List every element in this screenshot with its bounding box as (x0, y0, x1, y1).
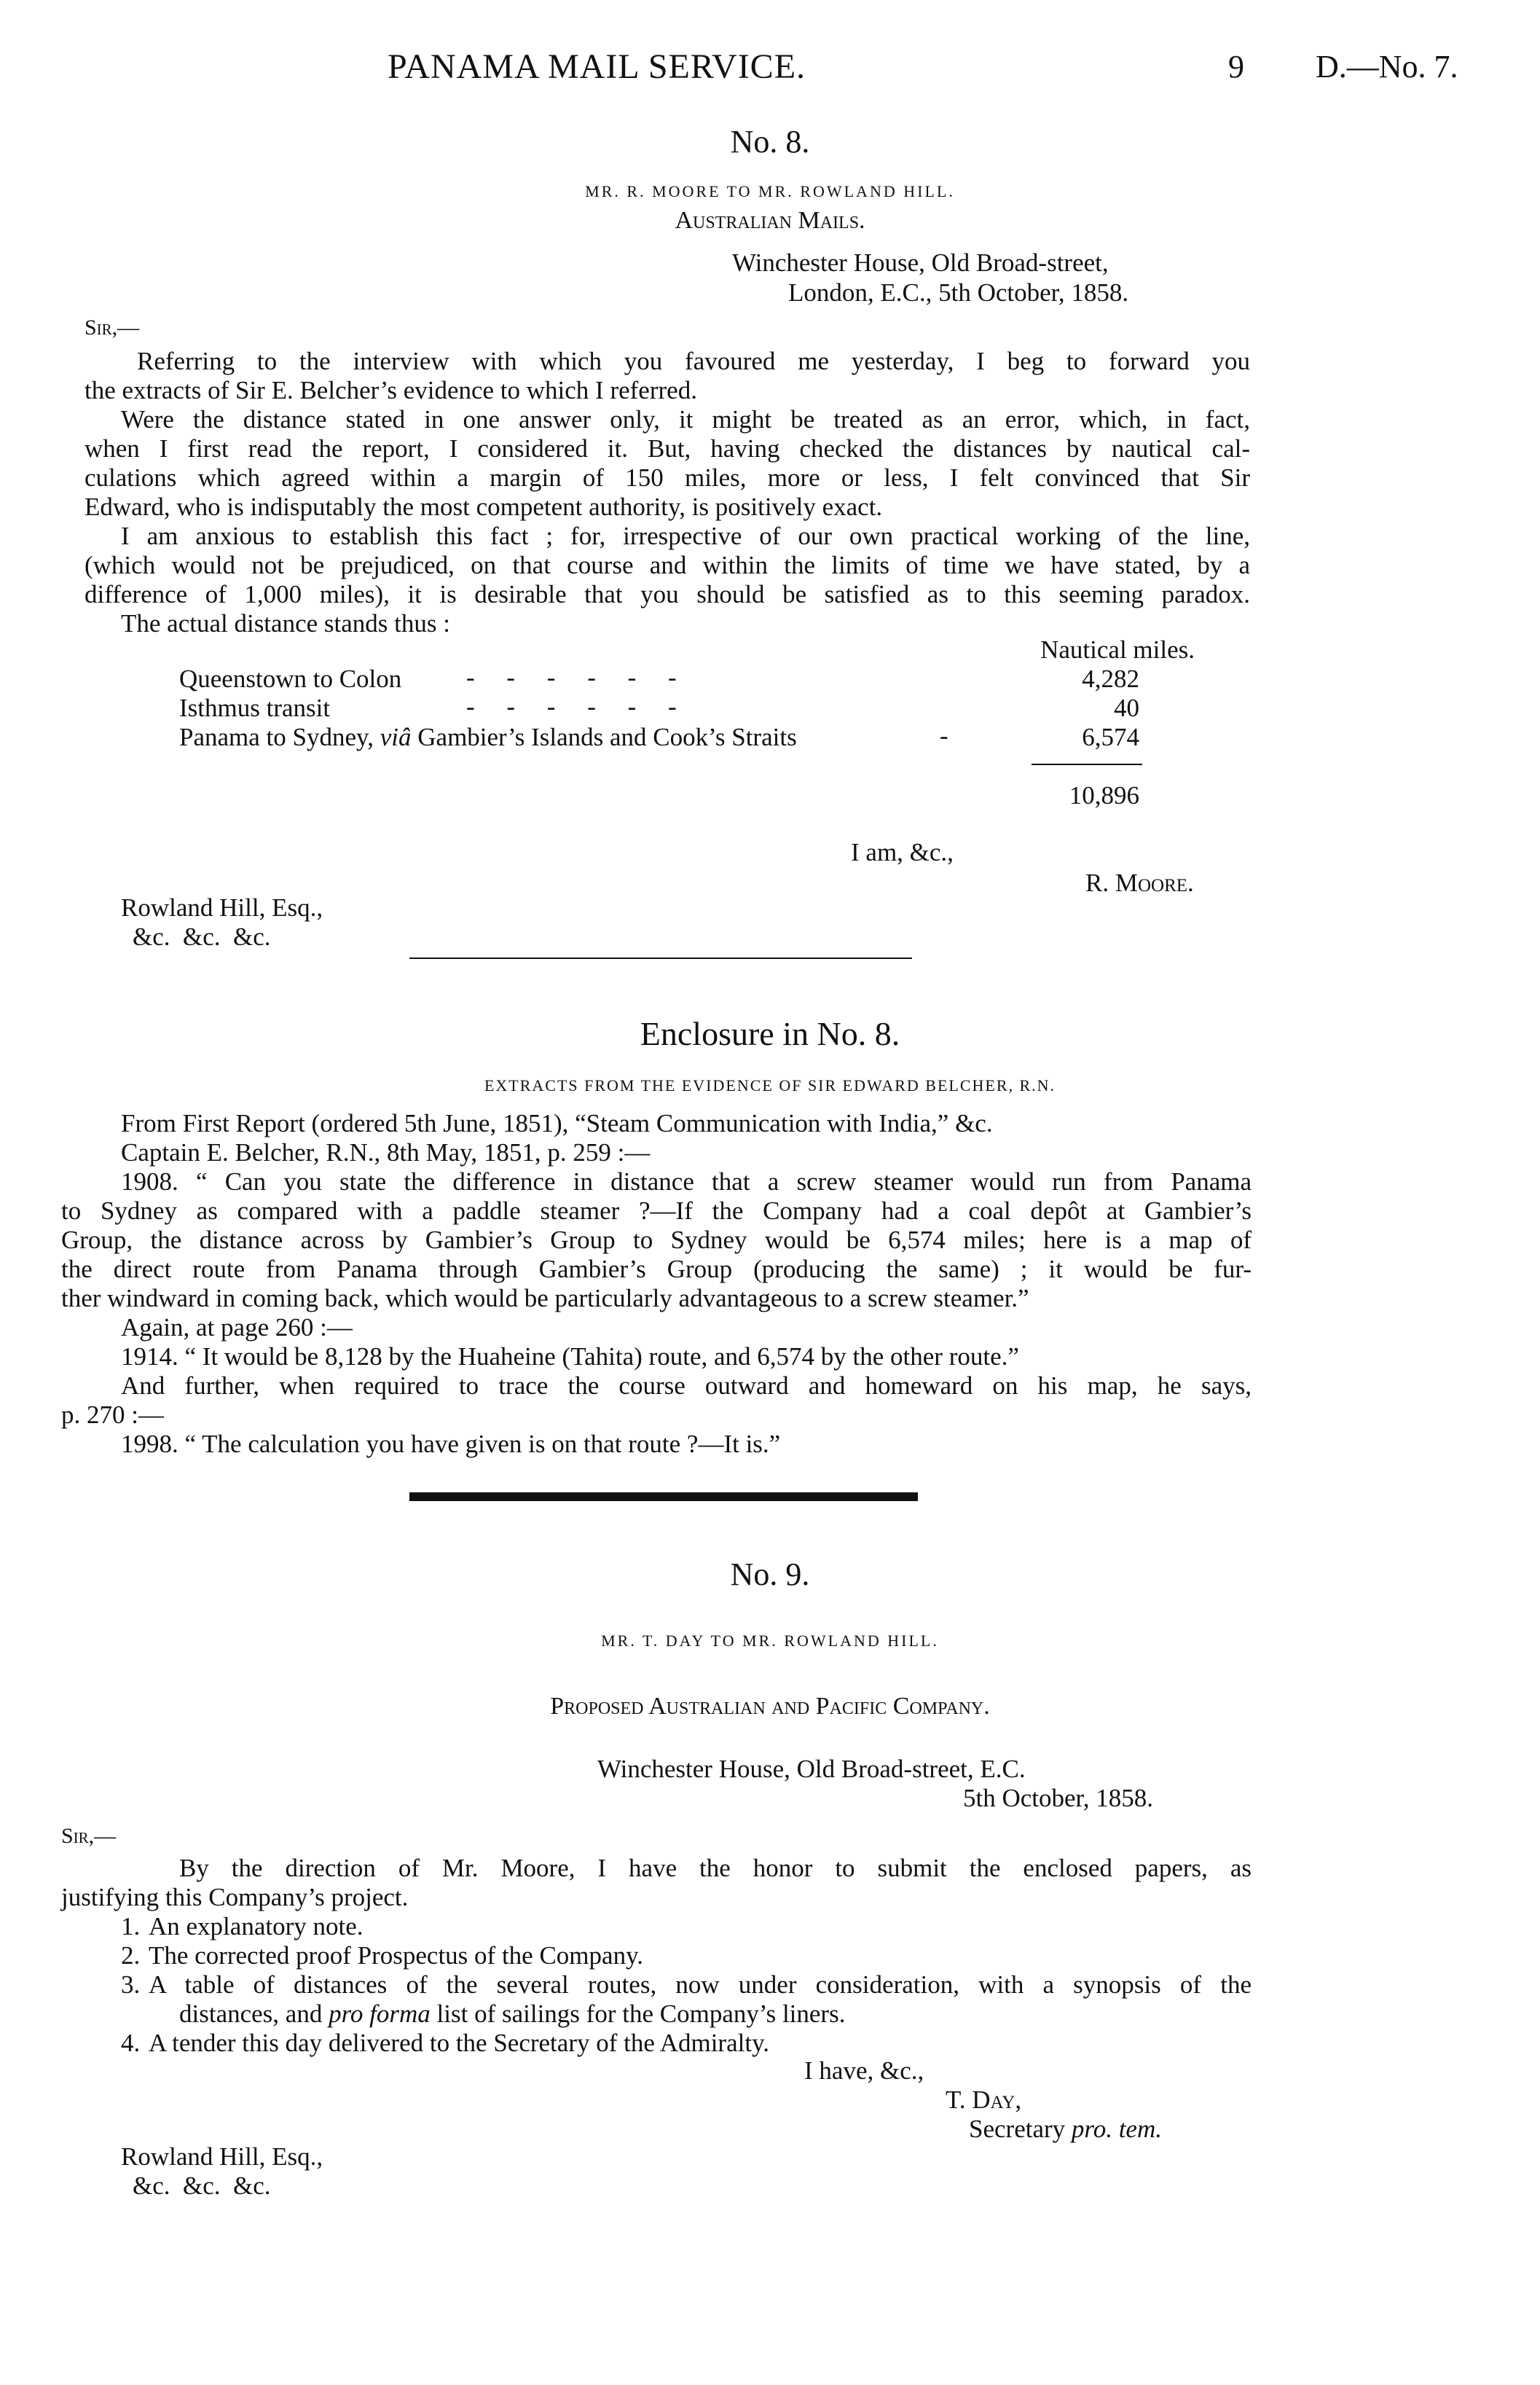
row-value: 4,282 (1082, 665, 1139, 693)
letter-8-address-line-2: London, E.C., 5th October, 1858. (788, 278, 1129, 307)
letter-9-body-line: By the direction of Mr. Moore, I have the honor to submit the enclosed papers, as (179, 1854, 1252, 1882)
letter-8-salutation: Sir,— (85, 316, 140, 340)
body-line: the direct route from Panama through Gambier’s Group (producing the same) ; it would be fur- (61, 1255, 1252, 1283)
distance-table-header: Nautical miles. (1040, 635, 1195, 664)
body-line: difference of 1,000 miles), it is desirable that you should be satisfied as to this seeming paradox. (85, 580, 1250, 608)
row-leaders: - - - - - - (466, 692, 677, 721)
total-rule (1032, 764, 1142, 765)
body-line: ther windward in coming back, which would be particularly advantageous to a screw steamer.” (61, 1284, 1029, 1312)
list-item-text: A tender this day delivered to the Secretary of the Admiralty. (149, 2029, 770, 2057)
question-1914: 1914. “ It would be 8,128 by the Huaheine (Tahita) route, and 6,574 by the other route.” (121, 1342, 1019, 1371)
body-line: Referring to the interview with which you favoured me yesterday, I beg to forward you (137, 347, 1250, 375)
body-line: (which would not be prejudiced, on that course and within the limits of time we have stated, by a (85, 551, 1250, 579)
row-label: Isthmus transit (179, 694, 331, 722)
body-line: 1908. “ Can you state the difference in distance that a screw steamer would run from Panama (121, 1167, 1252, 1196)
list-item-text: An explanatory note. (149, 1912, 364, 1940)
row-label-start: Panama to Sydney, (179, 723, 380, 751)
continuation-start: distances, and (179, 2000, 329, 2028)
letter-9-signatory-title (969, 2115, 1162, 2144)
running-title: PANAMA MAIL SERVICE. (388, 47, 806, 86)
distance-table-total: 10,896 (1069, 781, 1139, 810)
letter-8-subject: Australian Mails. (675, 207, 865, 234)
signatory-title-start: Secretary (969, 2115, 1072, 2143)
letter-8-closing: I am, &c., (851, 838, 954, 866)
further-line: p. 270 :— (61, 1401, 164, 1429)
row-leaders: - - - - - - (466, 663, 677, 692)
list-item-number: 4. (121, 2029, 141, 2057)
enclosure-title: Enclosure in No. 8. (640, 1015, 900, 1052)
letter-8-addressee-name: Rowland Hill, Esq., (121, 893, 323, 922)
body-line: culations which agreed within a margin of 150 miles, more or less, I felt convinced that Sir (85, 463, 1250, 492)
letter-9-body-line: justifying this Company’s project. (61, 1883, 409, 1911)
letter-9-address-line-2: 5th October, 1858. (963, 1784, 1154, 1812)
letter-9-correspondents: MR. T. DAY TO MR. ROWLAND HILL. (601, 1632, 939, 1650)
body-line: Were the distance stated in one answer only, it might be treated as an error, which, in fact, (121, 405, 1250, 434)
letter-9-addressee-name: Rowland Hill, Esq., (121, 2142, 323, 2171)
list-item-number: 2. (121, 1941, 141, 1970)
continuation-italic: pro forma (329, 2000, 431, 2028)
enclosure-source-line: From First Report (ordered 5th June, 1851), “Steam Communication with India,” &c. (121, 1109, 993, 1137)
further-line: And further, when required to trace the course outward and homeward on his map, he says, (121, 1371, 1252, 1400)
enclosure-source-line: Captain E. Belcher, R.N., 8th May, 1851, p. 259 :— (121, 1138, 651, 1167)
body-line: to Sydney as compared with a paddle steamer ?—If the Company had a coal depôt at Gambier’s (61, 1197, 1252, 1225)
list-item-text: A table of distances of the several routes, now under consideration, with a synopsis of the (149, 1970, 1252, 1999)
row-label (179, 723, 797, 752)
letter-9-subject: Proposed Australian and Pacific Company. (550, 1693, 990, 1720)
section-divider (409, 957, 912, 959)
body-line: Edward, who is indisputably the most competent authority, is positively exact. (85, 493, 883, 521)
list-item-number: 3. (121, 1970, 141, 1999)
again-line: Again, at page 260 :— (121, 1313, 353, 1342)
distance-table-intro: The actual distance stands thus : (121, 609, 450, 638)
row-leaders: - (940, 721, 948, 750)
body-line: the extracts of Sir E. Belcher’s evidence to which I referred. (85, 376, 697, 404)
row-label-end: Gambier’s Islands and Cook’s Straits (411, 723, 797, 751)
row-value: 6,574 (1082, 723, 1139, 751)
body-line: when I first read the report, I considered it. But, having checked the distances by nautical cal- (85, 434, 1250, 463)
letter-9-number: No. 9. (730, 1556, 810, 1592)
enclosure-subtitle: EXTRACTS FROM THE EVIDENCE OF SIR EDWARD BELCHER, R.N. (484, 1076, 1056, 1094)
letter-8-correspondents: MR. R. MOORE TO MR. ROWLAND HILL. (585, 182, 955, 200)
row-value: 40 (1114, 694, 1139, 722)
heavy-section-divider (409, 1492, 918, 1501)
list-item-number: 1. (121, 1912, 141, 1940)
question-1998: 1998. “ The calculation you have given is on that route ?—It is.” (121, 1430, 781, 1458)
letter-8-number: No. 8. (730, 124, 810, 160)
row-label: Queenstown to Colon (179, 665, 402, 693)
letter-8-signature: R. Moore. (1085, 869, 1194, 897)
letter-9-signature: T. Day, (946, 2086, 1022, 2114)
list-item-continuation (179, 2000, 845, 2029)
body-line: I am anxious to establish this fact ; for, irrespective of our own practical working of the line, (121, 522, 1250, 550)
letter-9-closing: I have, &c., (804, 2056, 924, 2085)
letter-9-address-line-1: Winchester House, Old Broad-street, E.C. (597, 1755, 1026, 1783)
letter-9-addressee-etc: &c. &c. &c. (133, 2171, 271, 2200)
letter-8-addressee-etc: &c. &c. &c. (133, 923, 271, 951)
letter-8-address-line-1: Winchester House, Old Broad-street, (732, 248, 1109, 277)
continuation-end: list of sailings for the Company’s liners. (430, 2000, 846, 2028)
signatory-title-italic: pro. tem. (1071, 2115, 1162, 2143)
list-item-text: The corrected proof Prospectus of the Company. (149, 1941, 644, 1970)
row-label-via: viâ (380, 723, 412, 751)
letter-9-salutation: Sir,— (61, 1824, 117, 1848)
document-reference: D.—No. 7. (1316, 49, 1458, 85)
page-number: 9 (1228, 49, 1244, 85)
body-line: Group, the distance across by Gambier’s Group to Sydney would be 6,574 miles; here is a map of (61, 1226, 1252, 1254)
